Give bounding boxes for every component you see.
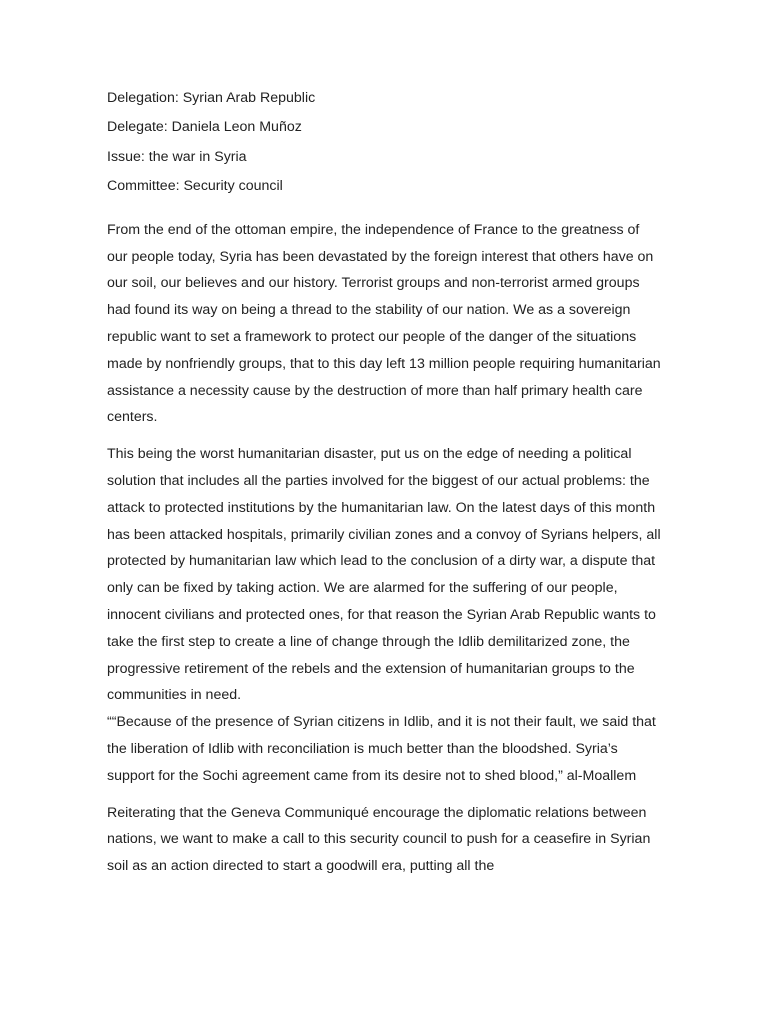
paragraph-2: This being the worst humanitarian disaster, put us on the edge of needing a political solution that includes all the parties involved for the biggest of our actual problems: the attack to protected institutions by the humanitarian law. On the latest days of this month has been attacked hospitals, primarily civilian zones and a convoy of Syrians helpers, all protected by humanitarian law which lead to the conclusion of a dirty war, a dispute that only can be fixed by taking action. We are alarmed for the suffering of our people, innocent civilians and protected ones, for that reason the Syrian Arab Republic wants to take the first step to create a line of change through the Idlib demilitarized zone, the progressive retirement of the rebels and the extension of humanitarian groups to the communities in need. xyxy=(107,446,661,704)
issue-line: Issue: the war in Syria xyxy=(107,148,247,165)
paragraph-3: Reiterating that the Geneva Communiqué encourage the diplomatic relations between nations, we want to make a call to this security council to push for a ceasefire in Syrian soil as an action directed to start a goodwill era, putting all the xyxy=(107,804,651,875)
quote-paragraph: ““Because of the presence of Syrian citizens in Idlib, and it is not their fault, we said that the liberation of Idlib with reconciliation is much better than the bloodshed. Syria’s support for the Sochi agreement came from its desire not to shed blood,” al-Moallem xyxy=(107,714,656,784)
committee-line: Committee: Security council xyxy=(107,177,283,194)
document-header xyxy=(107,88,662,196)
delegation-line: Delegation: Syrian Arab Republic xyxy=(107,90,316,106)
document-page xyxy=(107,88,662,880)
paragraph-1: From the end of the ottoman empire, the independence of France to the greatness of our people today, Syria has been devastated by the foreign interest that others have on our soil, our believes and our history. Terrorist groups and non-terrorist armed groups had found its way on being a thread to the stability of our nation. We as a sovereign republic want to set a framework to protect our people of the danger of the situations made by nonfriendly groups, that to this day left 13 million people requiring humanitarian assistance a necessity cause by the destruction of more than half primary health care centers. xyxy=(107,221,661,426)
delegate-line: Delegate: Daniela Leon Muñoz xyxy=(107,119,302,136)
